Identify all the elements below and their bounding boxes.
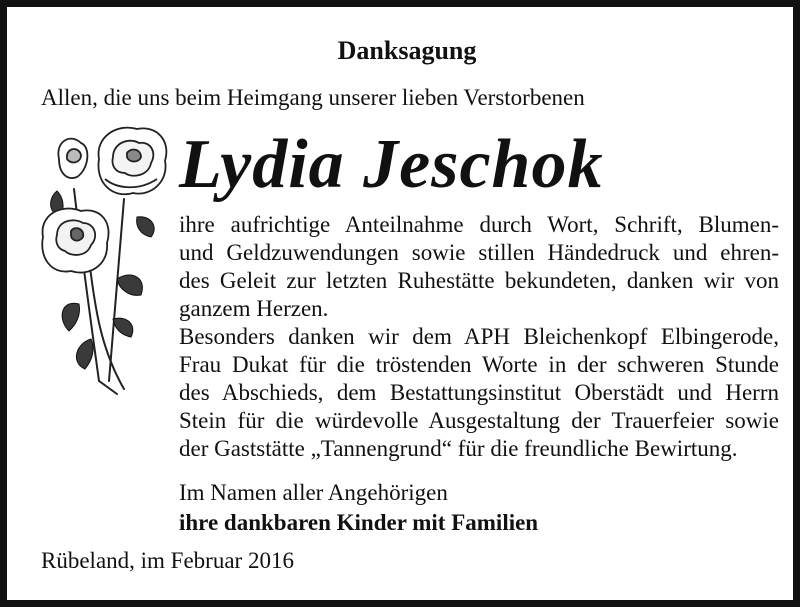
body-line: des Abschieds, dem Bestattungsinstitut Oberstädt und Herrn [179, 380, 779, 405]
body-line: Frau Dukat für die tröstenden Worte in der schweren Stunde [179, 352, 779, 377]
intro-text: Allen, die uns beim Heimgang unserer lieben Verstorbenen [41, 85, 585, 110]
body-line: der Gaststätte „Tannengrund“ für die freundliche Bewirtung. [179, 436, 738, 461]
thanks-body [179, 211, 779, 463]
place-date: Rübeland, im Februar 2016 [41, 548, 294, 573]
roses-illustration [29, 119, 179, 399]
body-line: Besonders danken wir dem APH Bleichenkopf Elbingerode, [179, 324, 779, 349]
body-line: Stein für die würdevolle Ausgestaltung der Trauerfeier sowie [179, 408, 779, 433]
notice-heading: Danksagung [337, 36, 477, 65]
body-line: ganzem Herzen. [179, 296, 329, 321]
signature: ihre dankbaren Kinder mit Familien [179, 510, 539, 535]
deceased-name: Lydia Jeschok [179, 126, 604, 203]
body-line: ihre aufrichtige Anteilnahme durch Wort, Schrift, Blumen- [179, 212, 779, 237]
closing-line: Im Namen aller Angehörigen [179, 480, 448, 505]
body-line: und Geldzuwendungen sowie stillen Händedruck und ehren- [179, 240, 779, 265]
body-line: des Geleit zur letzten Ruhestätte bekundeten, danken wir von [179, 268, 779, 293]
closing-block [179, 478, 538, 538]
